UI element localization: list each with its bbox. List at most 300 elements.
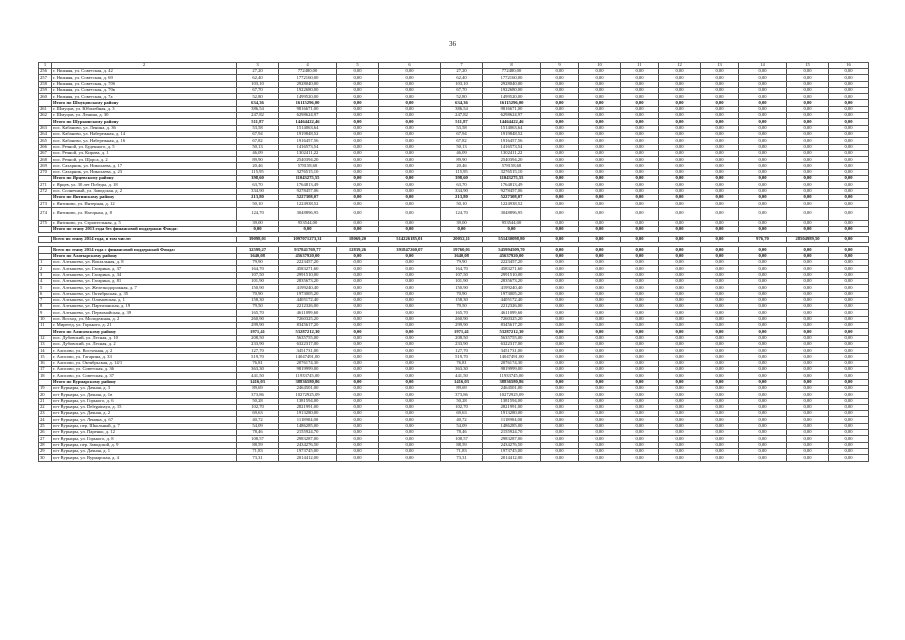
value-cell: 1913280,00 <box>279 411 337 417</box>
value-cell: 0,00 <box>379 125 441 131</box>
address-cell: Итого по Шмуцовскому району <box>52 100 237 106</box>
column-number-cell: 8 <box>483 63 541 69</box>
value-cell: 0,00 <box>659 131 701 137</box>
value-cell: 0,00 <box>379 106 441 112</box>
row-number-cell: 264 <box>39 131 52 137</box>
value-cell: 69,63 <box>441 411 483 417</box>
value-cell: 0,00 <box>579 226 621 232</box>
value-cell: 0,00 <box>379 253 441 259</box>
value-cell: 1764813,49 <box>483 182 541 188</box>
row-number-cell: 270 <box>39 169 52 175</box>
value-cell: 0,00 <box>739 442 787 448</box>
value-cell: 46,09 <box>237 150 279 156</box>
value-cell: 441,50 <box>441 373 483 379</box>
value-cell: 0,00 <box>541 278 579 284</box>
value-cell: 0,00 <box>659 201 701 207</box>
value-cell: 0,00 <box>659 348 701 354</box>
value-cell: 0,00 <box>787 291 829 297</box>
value-cell: 0,00 <box>739 188 787 194</box>
value-cell: 0,00 <box>337 266 379 272</box>
value-cell: 0,00 <box>659 341 701 347</box>
value-cell: 0,00 <box>541 150 579 156</box>
value-cell: 38836580,86 <box>483 379 541 385</box>
value-cell: 0,00 <box>739 436 787 442</box>
value-cell: 0,00 <box>579 247 621 253</box>
value-cell: 1224938,52 <box>483 201 541 207</box>
value-cell: 0,00 <box>701 373 739 379</box>
value-cell: 0,00 <box>379 163 441 169</box>
value-cell: 1772160,00 <box>483 75 541 81</box>
value-cell: 233,90 <box>441 341 483 347</box>
value-cell: 0,00 <box>787 201 829 207</box>
value-cell: 88,59 <box>237 442 279 448</box>
value-cell: 953544,00 <box>279 220 337 226</box>
value-cell: 0,00 <box>701 436 739 442</box>
value-cell: 0,00 <box>579 360 621 366</box>
value-cell: 1499520,00 <box>279 94 337 100</box>
value-cell: 0,00 <box>701 411 739 417</box>
value-cell: 6298624,97 <box>483 113 541 119</box>
value-cell: 0,00 <box>337 182 379 188</box>
value-cell: 0,00 <box>701 201 739 207</box>
value-cell: 0,00 <box>787 360 829 366</box>
value-cell: 0,00 <box>829 310 869 316</box>
value-cell: 0,00 <box>541 335 579 341</box>
value-cell: 0,00 <box>739 169 787 175</box>
row-number-cell: 29 <box>39 448 52 454</box>
value-cell: 0,00 <box>579 266 621 272</box>
row-number-cell: 27 <box>39 436 52 442</box>
value-cell: 0,00 <box>379 385 441 391</box>
value-cell: 4405172,40 <box>483 297 541 303</box>
value-cell: 0,00 <box>379 360 441 366</box>
value-cell: 0,00 <box>579 423 621 429</box>
value-cell: 0,00 <box>541 81 579 87</box>
value-cell: 0,00 <box>829 157 869 163</box>
row-number-cell: 274 <box>39 207 52 220</box>
value-cell: 0,00 <box>621 94 659 100</box>
value-cell: 0,00 <box>659 304 701 310</box>
value-cell: 0,00 <box>739 448 787 454</box>
value-cell: 0,00 <box>739 150 787 156</box>
value-cell: 0,00 <box>787 392 829 398</box>
value-cell: 2212326,00 <box>483 304 541 310</box>
row-number-cell: 11 <box>39 322 52 328</box>
value-cell: 20052,11 <box>441 237 483 243</box>
value-cell: 0,00 <box>739 94 787 100</box>
value-cell: 0,00 <box>829 75 869 81</box>
value-cell: 0,00 <box>829 423 869 429</box>
row-number-cell: 22 <box>39 404 52 410</box>
value-cell: 0,00 <box>337 436 379 442</box>
row-number-cell: 15 <box>39 354 52 360</box>
value-cell: 0,00 <box>659 417 701 423</box>
value-cell: 0,00 <box>739 125 787 131</box>
value-cell: 0,00 <box>541 176 579 182</box>
value-cell: 54,09 <box>237 423 279 429</box>
column-number-cell: 3 <box>237 63 279 69</box>
value-cell: 0,00 <box>541 247 579 253</box>
value-cell: 0,00 <box>787 367 829 373</box>
value-cell: 0,00 <box>659 260 701 266</box>
value-cell: 0,00 <box>621 69 659 75</box>
value-cell: 0,00 <box>621 169 659 175</box>
value-cell: 45637920,00 <box>483 253 541 259</box>
address-cell: г. Алисово, ул. Советская, д. 36 <box>52 367 237 373</box>
value-cell: 0,00 <box>621 144 659 150</box>
value-cell: 0,00 <box>541 119 579 125</box>
value-cell: 1416573,54 <box>483 144 541 150</box>
value-cell: 0,00 <box>379 379 441 385</box>
value-cell: 0,00 <box>579 169 621 175</box>
value-cell: 0,00 <box>541 94 579 100</box>
row-number-cell: 26 <box>39 430 52 436</box>
value-cell: 0,00 <box>829 106 869 112</box>
value-cell: 0,00 <box>739 113 787 119</box>
value-cell: 0,00 <box>739 304 787 310</box>
value-cell: 0,00 <box>541 398 579 404</box>
value-cell: 0,00 <box>659 119 701 125</box>
value-cell: 3048896,95 <box>483 207 541 220</box>
value-cell: 0,00 <box>337 144 379 150</box>
value-cell: 0,00 <box>337 113 379 119</box>
value-cell: 0,00 <box>337 341 379 347</box>
value-cell: 0,00 <box>579 163 621 169</box>
value-cell: 0,00 <box>701 385 739 391</box>
value-cell: 953544,00 <box>483 220 541 226</box>
value-cell: 0,00 <box>829 119 869 125</box>
value-cell: 0,00 <box>379 348 441 354</box>
value-cell: 0,00 <box>541 237 579 243</box>
value-cell: 0,00 <box>579 448 621 454</box>
address-cell: Итого по Ярцевскому району <box>52 176 237 182</box>
value-cell: 0,00 <box>701 131 739 137</box>
value-cell: 0,00 <box>701 278 739 284</box>
value-cell: 2014412,00 <box>279 455 337 461</box>
address-cell: Итого по Шуркинскому району <box>52 119 237 125</box>
value-cell: 0,00 <box>579 367 621 373</box>
value-cell: 69,63 <box>237 411 279 417</box>
value-cell: 0,00 <box>337 423 379 429</box>
value-cell: 0,00 <box>579 87 621 93</box>
value-cell: 8345617,20 <box>279 322 337 328</box>
value-cell: 0,00 <box>379 297 441 303</box>
value-cell: 78,46 <box>441 430 483 436</box>
value-cell: 363,30 <box>441 367 483 373</box>
value-cell: 0,00 <box>541 423 579 429</box>
row-number-cell: 262 <box>39 113 52 119</box>
value-cell: 67,70 <box>237 87 279 93</box>
value-cell: 0,00 <box>739 341 787 347</box>
value-cell: 0,00 <box>739 322 787 328</box>
value-cell: 1302411,22 <box>279 150 337 156</box>
value-cell: 2464501,00 <box>279 385 337 391</box>
value-cell: 1381594,00 <box>483 398 541 404</box>
value-cell: 1416,03 <box>441 379 483 385</box>
value-cell: 39098,01 <box>237 237 279 243</box>
value-cell: 634,36 <box>441 100 483 106</box>
address-cell: г. Янтиково, ул. Строительная, д. 5 <box>52 220 237 226</box>
value-cell: 0,00 <box>541 169 579 175</box>
value-cell: 0,00 <box>337 430 379 436</box>
value-cell: 0,00 <box>579 278 621 284</box>
value-cell: 0,00 <box>379 404 441 410</box>
value-cell: 0,00 <box>621 81 659 87</box>
value-cell: 0,00 <box>621 341 659 347</box>
value-cell: 511,87 <box>441 119 483 125</box>
row-number-cell: 1 <box>39 260 52 266</box>
value-cell: 0,00 <box>739 310 787 316</box>
value-cell: 52,80 <box>237 94 279 100</box>
value-cell: 578158,68 <box>483 163 541 169</box>
value-cell: 0,00 <box>579 455 621 461</box>
value-cell: 0,00 <box>829 430 869 436</box>
value-cell: 0,00 <box>829 411 869 417</box>
value-cell: 20,46 <box>237 163 279 169</box>
value-cell: 0,00 <box>621 442 659 448</box>
value-cell: 0,00 <box>787 304 829 310</box>
value-cell: 0,00 <box>659 182 701 188</box>
value-cell: 0,00 <box>701 100 739 106</box>
value-cell: 0,00 <box>337 404 379 410</box>
value-cell: 0,00 <box>739 194 787 200</box>
value-cell: 0,00 <box>787 81 829 87</box>
value-cell: 1640,08 <box>441 253 483 259</box>
value-cell: 53287212,30 <box>483 329 541 335</box>
value-cell: 32599,27 <box>237 247 279 253</box>
value-cell: 519,70 <box>441 354 483 360</box>
value-cell: 0,00 <box>659 385 701 391</box>
value-cell: 0,00 <box>621 207 659 220</box>
value-cell: 0,00 <box>787 150 829 156</box>
value-cell: 11043275,55 <box>279 176 337 182</box>
address-cell: пос. Алтышево, ул. Первомайская, д. 39 <box>52 310 237 316</box>
value-cell: 0,00 <box>739 176 787 182</box>
value-cell: 50,13 <box>237 144 279 150</box>
value-cell: 1916457,56 <box>279 138 337 144</box>
value-cell: 0,00 <box>829 194 869 200</box>
value-cell: 334,90 <box>441 188 483 194</box>
value-cell: 0,00 <box>787 260 829 266</box>
row-number-cell: 21 <box>39 398 52 404</box>
value-cell: 2076174,30 <box>483 360 541 366</box>
value-cell: 0,00 <box>739 411 787 417</box>
value-cell: 0,00 <box>621 335 659 341</box>
value-cell: 0,00 <box>739 297 787 303</box>
value-cell: 0,00 <box>659 81 701 87</box>
column-number-cell: 14 <box>739 63 787 69</box>
value-cell: 1416573,54 <box>279 144 337 150</box>
value-cell: 0,00 <box>379 138 441 144</box>
value-cell: 0,00 <box>701 316 739 322</box>
value-cell: 0,00 <box>659 100 701 106</box>
value-cell: 0,00 <box>579 81 621 87</box>
value-cell: 0,00 <box>787 125 829 131</box>
value-cell: 0,00 <box>579 176 621 182</box>
value-cell: 398,60 <box>441 176 483 182</box>
value-cell: 0,00 <box>659 322 701 328</box>
value-cell: 0,00 <box>659 69 701 75</box>
value-cell: 0,00 <box>829 113 869 119</box>
value-cell: 79,50 <box>441 304 483 310</box>
value-cell: 0,00 <box>337 448 379 454</box>
value-cell: 0,00 <box>659 207 701 220</box>
column-number-cell: 7 <box>441 63 483 69</box>
value-cell: 0,00 <box>659 266 701 272</box>
value-cell: 0,00 <box>787 348 829 354</box>
value-cell: 0,00 <box>701 226 739 232</box>
value-cell: 0,00 <box>579 150 621 156</box>
value-cell: 0,00 <box>379 220 441 226</box>
value-cell: 79,90 <box>441 260 483 266</box>
value-cell: 0,00 <box>739 226 787 232</box>
value-cell: 1302411,22 <box>483 150 541 156</box>
value-cell: 545994509,70 <box>483 247 541 253</box>
value-cell: 0,00 <box>787 100 829 106</box>
value-cell: 0,00 <box>659 430 701 436</box>
value-cell: 233,90 <box>237 341 279 347</box>
value-cell: 0,00 <box>787 194 829 200</box>
value-cell: 0,00 <box>541 354 579 360</box>
value-cell: 3276515,10 <box>279 169 337 175</box>
address-cell: Итого по Янтинскому району <box>52 194 237 200</box>
value-cell: 0,00 <box>337 226 379 232</box>
value-cell: 39,00 <box>441 220 483 226</box>
value-cell: 0,00 <box>579 75 621 81</box>
value-cell: 0,00 <box>379 260 441 266</box>
value-cell: 0,00 <box>829 285 869 291</box>
value-cell: 0,00 <box>701 392 739 398</box>
value-cell: 0,00 <box>829 163 869 169</box>
address-cell: г. Нижняя, ул. Советская, д. 42 <box>52 69 237 75</box>
value-cell: 0,00 <box>337 297 379 303</box>
value-cell: 0,00 <box>579 442 621 448</box>
value-cell: 2464501,00 <box>483 385 541 391</box>
value-cell: 0,00 <box>337 201 379 207</box>
value-cell: 0,00 <box>337 316 379 322</box>
value-cell: 0,00 <box>659 354 701 360</box>
value-cell: 0,00 <box>787 144 829 150</box>
value-cell: 0,00 <box>787 411 829 417</box>
value-cell: 7260325,20 <box>279 316 337 322</box>
row-number-cell: 18 <box>39 373 52 379</box>
value-cell: 0,00 <box>379 272 441 278</box>
value-cell: 71,83 <box>237 448 279 454</box>
value-cell: 0,00 <box>621 411 659 417</box>
address-cell: пгт Вурнары, пер. Школьный, д. 7 <box>52 423 237 429</box>
value-cell: 0,00 <box>701 119 739 125</box>
value-cell: 0,00 <box>701 335 739 341</box>
value-cell: 0,00 <box>787 448 829 454</box>
value-cell: 4583271,60 <box>483 266 541 272</box>
value-cell: 1971,41 <box>441 329 483 335</box>
value-cell: 0,00 <box>579 392 621 398</box>
value-cell: 0,00 <box>829 69 869 75</box>
value-cell: 0,00 <box>739 247 787 253</box>
address-cell: пгт Вурнары, ул. Вурнарская, д. 4 <box>52 455 237 461</box>
address-cell: г. Ярцев, ул. 30 лет Победы, д. 18 <box>52 182 237 188</box>
value-cell: 0,00 <box>701 194 739 200</box>
value-cell: 0,00 <box>659 150 701 156</box>
value-cell: 0,00 <box>579 94 621 100</box>
value-cell: 0,00 <box>829 417 869 423</box>
value-cell: 0,00 <box>579 404 621 410</box>
value-cell: 0,00 <box>379 94 441 100</box>
value-cell: 0,00 <box>337 81 379 87</box>
value-cell: 0,00 <box>579 341 621 347</box>
value-cell: 0,00 <box>337 220 379 226</box>
value-cell: 0,00 <box>739 360 787 366</box>
value-cell: 0,00 <box>379 329 441 335</box>
column-number-cell: 12 <box>659 63 701 69</box>
value-cell: 0,00 <box>787 272 829 278</box>
value-cell: 0,00 <box>621 272 659 278</box>
value-cell: 0,00 <box>337 329 379 335</box>
value-cell: 70,90 <box>237 291 279 297</box>
value-cell: 1922680,00 <box>483 87 541 93</box>
value-cell: 0,00 <box>337 348 379 354</box>
value-cell: 0,00 <box>579 194 621 200</box>
value-cell: 0,00 <box>739 285 787 291</box>
value-cell: 0,00 <box>579 207 621 220</box>
value-cell: 38836580,86 <box>279 379 337 385</box>
value-cell: 1919848,52 <box>279 131 337 137</box>
value-cell: 0,00 <box>621 100 659 106</box>
value-cell: 0,00 <box>829 348 869 354</box>
value-cell: 0,00 <box>579 157 621 163</box>
address-cell: г. Нижняя, ул. Советская, д. 7а <box>52 94 237 100</box>
value-cell: 0,00 <box>379 144 441 150</box>
value-cell: 0,00 <box>829 220 869 226</box>
value-cell: 0,00 <box>541 100 579 106</box>
value-cell: 0,00 <box>621 87 659 93</box>
column-number-cell: 16 <box>829 63 869 69</box>
address-cell: пос. Алтышево, ул. Гагарина, д. 81 <box>52 278 237 284</box>
value-cell: 0,00 <box>787 188 829 194</box>
value-cell: 0,00 <box>337 150 379 156</box>
row-number-cell: 25 <box>39 423 52 429</box>
value-cell: 0,00 <box>701 176 739 182</box>
value-cell: 0,00 <box>659 194 701 200</box>
value-cell: 0,00 <box>541 125 579 131</box>
value-cell: 16115296,00 <box>483 100 541 106</box>
value-cell: 0,00 <box>337 253 379 259</box>
value-cell: 0,00 <box>337 455 379 461</box>
row-number-cell: 30 <box>39 455 52 461</box>
value-cell: 0,00 <box>701 188 739 194</box>
value-cell: 0,00 <box>541 106 579 112</box>
row-number-cell: 10 <box>39 316 52 322</box>
value-cell: 0,00 <box>659 442 701 448</box>
value-cell: 0,00 <box>621 385 659 391</box>
value-cell: 89,69 <box>237 385 279 391</box>
value-cell: 0,00 <box>621 278 659 284</box>
value-cell: 0,00 <box>701 297 739 303</box>
value-cell: 0,00 <box>379 367 441 373</box>
value-cell: 0,00 <box>701 310 739 316</box>
address-cell: Итого по этапу 2013 года без финансовой поддержки Фонда: <box>52 226 237 232</box>
address-cell: пгт Вурнары, ул. Ленина, д. 67 <box>52 417 237 423</box>
value-cell: 0,00 <box>787 157 829 163</box>
value-cell: 28504989,50 <box>787 237 829 243</box>
value-cell: 0,00 <box>701 247 739 253</box>
value-cell: 0,00 <box>787 322 829 328</box>
value-cell: 0,00 <box>787 310 829 316</box>
value-cell: 0,00 <box>787 430 829 436</box>
row-number-cell: 19 <box>39 385 52 391</box>
value-cell: 14464422,46 <box>279 119 337 125</box>
value-cell: 18069,20 <box>337 237 379 243</box>
